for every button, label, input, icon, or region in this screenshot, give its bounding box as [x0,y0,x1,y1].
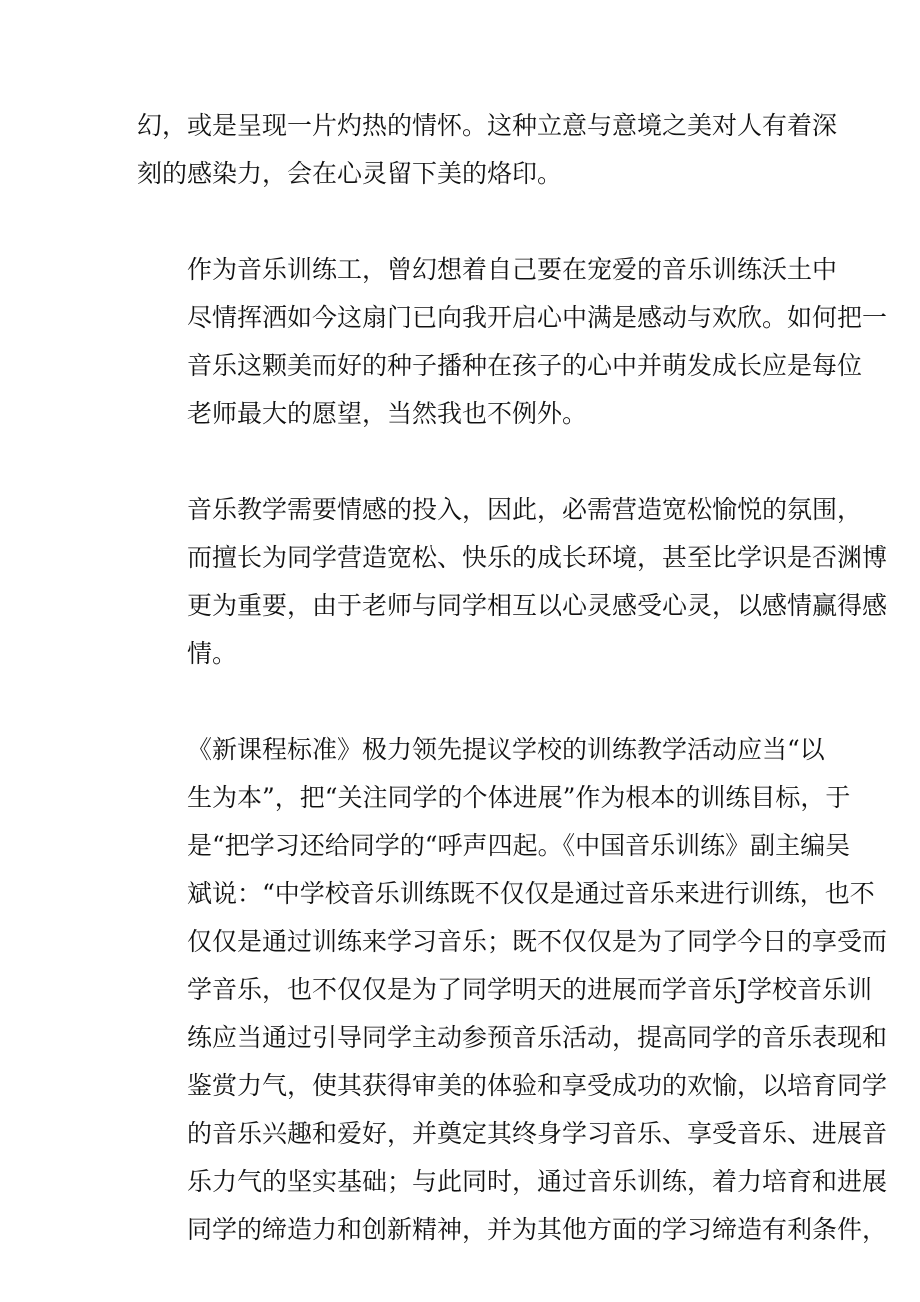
text-line: 同学的缔造力和创新精神，并为其他方面的学习缔造有利条件， [187,1215,888,1244]
text-line: 刻的感染力，会在心灵留下美的烙印。 [137,159,563,188]
text-line: 更为重要，由于老师与同学相互以心灵感受心灵，以感情赢得感 [187,591,888,620]
paragraph-4 [137,726,888,1254]
text-line: 音乐这颗美而好的种子播种在孩子的心中并萌发成长应是每位 [187,351,863,380]
text-line: 斌说：“中学校音乐训练既不仅仅是通过音乐来进行训练，也不 [187,879,875,908]
text-line: 生为本”，把“关注同学的个体进展”作为根本的训练目标，于 [187,783,851,812]
text-line: 音乐教学需要情感的投入，因此，必需营造宽松愉悦的氛围， [187,495,863,524]
text-line: 的音乐兴趣和爱好，并奠定其终身学习音乐、享受音乐、进展音 [187,1119,888,1148]
paragraph-3 [137,486,888,678]
text-line: 《新课程标准》极力领先提议学校的训练教学活动应当“以 [187,735,825,764]
paragraph-2 [137,246,888,438]
text-line: 幻，或是呈现一片灼热的情怀。这种立意与意境之美对人有着深 [137,111,838,140]
text-line: 老师最大的愿望，当然我也不例外。 [187,399,588,428]
paragraph-1 [137,102,838,198]
text-line: 鉴赏力气，使其获得审美的体验和享受成功的欢愉，以培育同学 [187,1071,888,1100]
text-line: 是“把学习还给同学的“呼声四起。《中国音乐训练》副主编吴 [187,831,851,860]
text-line: 仅仅是通过训练来学习音乐；既不仅仅是为了同学今日的享受而 [187,927,888,956]
text-line: 情。 [187,639,238,668]
text-line: 尽情挥洒如今这扇门已向我开启心中满是感动与欢欣。如何把一 [187,303,888,332]
text-line: 作为音乐训练工，曾幻想着自己要在宠爱的音乐训练沃土中 [187,255,838,284]
text-line: 练应当通过引导同学主动参预音乐活动，提高同学的音乐表现和 [187,1023,888,1052]
text-line: 乐力气的坚实基础；与此同时，通过音乐训练，着力培育和进展 [187,1167,888,1196]
document-body [137,102,888,1302]
text-line: 学音乐，也不仅仅是为了同学明天的进展而学音乐J学校音乐训 [187,975,873,1004]
text-line: 而擅长为同学营造宽松、快乐的成长环境，甚至比学识是否渊博 [187,543,888,572]
